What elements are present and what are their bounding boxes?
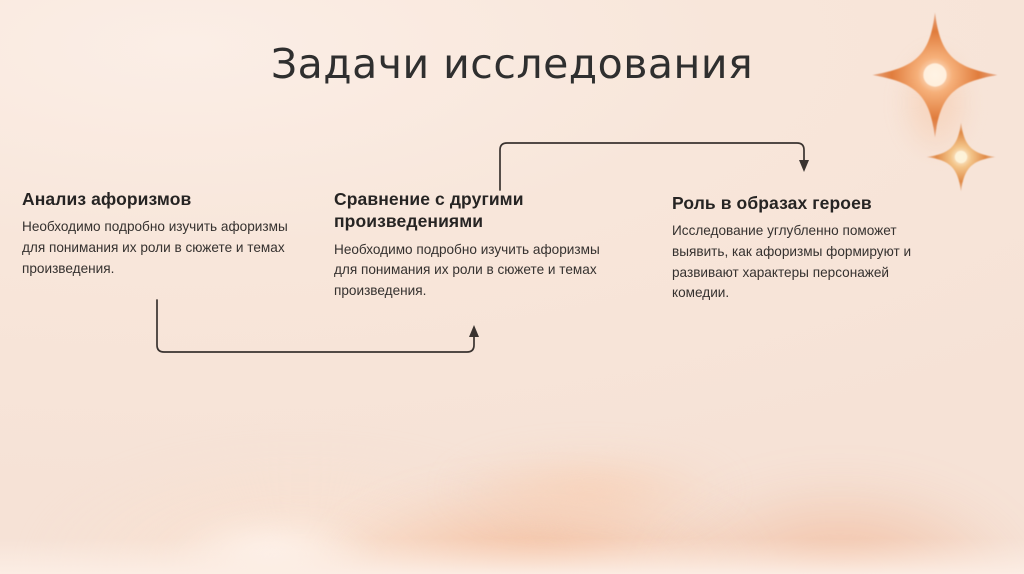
task-body: Необходимо подробно изучить афоризмы для понимания их роли в сюжете и темах произведения. bbox=[334, 241, 600, 299]
four-pointed-star-icon bbox=[922, 118, 1000, 196]
task-body: Исследование углубленно поможет выявить, как афоризмы формируют и развивают характеры персонажей комедии. bbox=[672, 223, 912, 301]
task-column-3 bbox=[672, 192, 934, 304]
task-body: Необходимо подробно изучить афоризмы для понимания их роли в сюжете и темах произведения. bbox=[22, 219, 288, 276]
task-heading: Анализ афоризмов bbox=[22, 189, 192, 209]
task-column-1 bbox=[22, 188, 294, 279]
task-heading: Сравнение с другими произведениями bbox=[334, 189, 524, 232]
slide-title: Задачи исследования bbox=[270, 40, 754, 88]
task-column-2 bbox=[334, 188, 604, 302]
arrow-col1-to-col2 bbox=[157, 300, 479, 352]
bottom-wave-decoration bbox=[0, 364, 1024, 574]
star-decoration-group bbox=[858, 10, 1018, 195]
arrow-col2-to-col3 bbox=[500, 143, 809, 190]
task-heading: Роль в образах героев bbox=[672, 193, 872, 213]
